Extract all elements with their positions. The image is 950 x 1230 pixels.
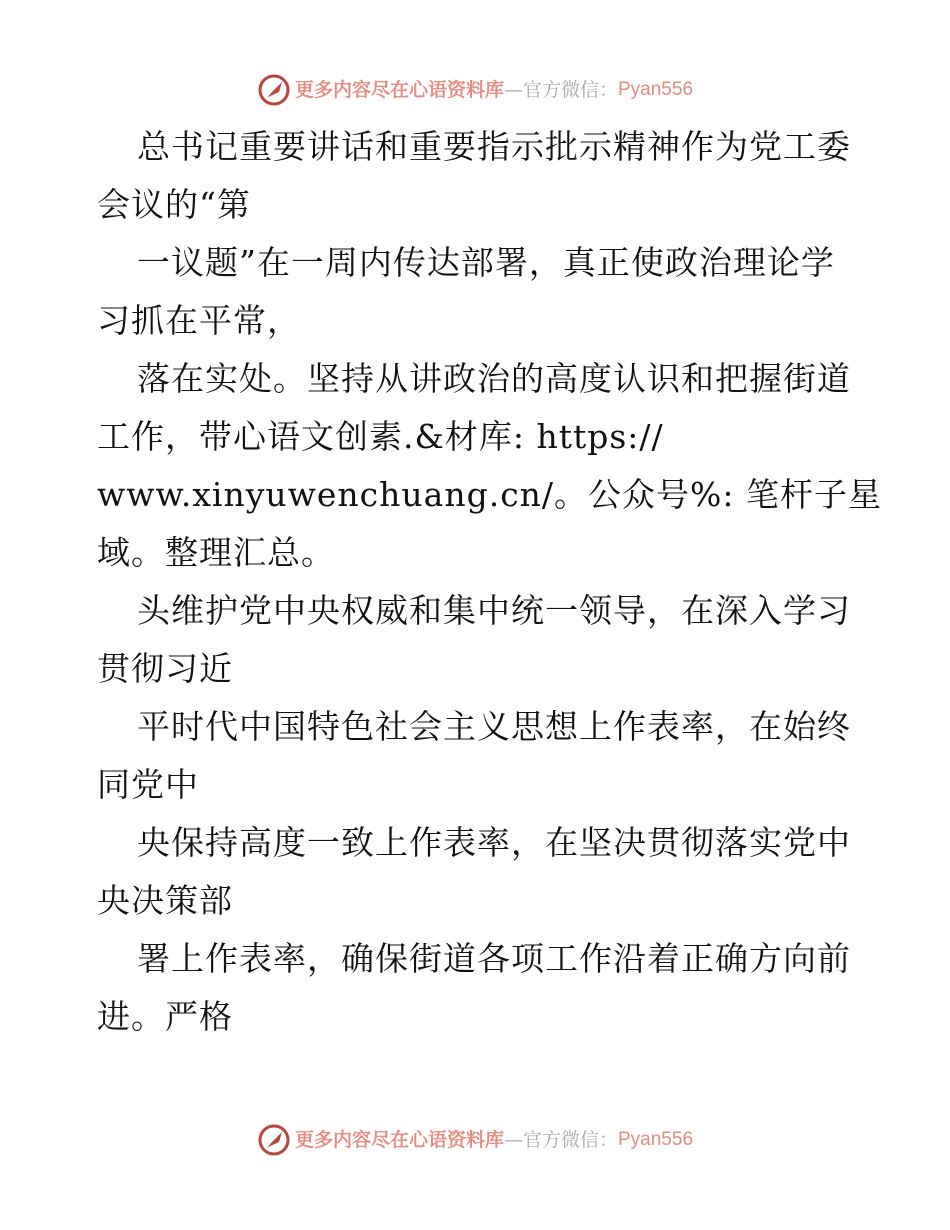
- text-line: 平时代中国特色社会主义思想上作表率，在始终: [137, 707, 851, 746]
- text-line: 会议的“第: [97, 185, 251, 224]
- header-banner: [0, 70, 950, 110]
- text-line: 习抓在平常，: [97, 301, 301, 340]
- text-line: 同党中: [97, 765, 199, 804]
- banner-sub-text: 官方微信：: [522, 1129, 618, 1151]
- text-line: 头维护党中央权威和集中统一领导，在深入学习: [137, 591, 851, 630]
- text-line: www.xinyuwenchuang.cn/。公众号%: 笔杆子星: [97, 475, 883, 514]
- text-line: 贯彻习近: [97, 649, 233, 688]
- text-line: 落在实处。坚持从讲政治的高度认识和把握街道: [137, 359, 851, 398]
- text-line: 央保持高度一致上作表率，在坚决贯彻落实党中: [137, 823, 851, 862]
- text-line: 进。严格: [97, 997, 233, 1036]
- quill-circle-logo-icon: [257, 1123, 291, 1157]
- quill-circle-logo-icon: [257, 73, 291, 107]
- banner-main-text: 更多内容尽在心语资料库: [294, 79, 504, 101]
- text-line: 工作，带心语文创素.&材库: https://: [97, 417, 664, 456]
- footer-banner: [0, 1120, 950, 1160]
- banner-account-id: Pyan556: [618, 79, 694, 100]
- banner-main-text: 更多内容尽在心语资料库: [294, 1129, 504, 1151]
- text-line: 一议题”在一周内传达部署，真正使政治理论学: [137, 243, 835, 282]
- banner-account-id: Pyan556: [618, 1129, 694, 1150]
- text-line: 央决策部: [97, 881, 233, 920]
- banner-sub-text: 官方微信：: [522, 79, 618, 101]
- banner-dash: —: [503, 79, 523, 101]
- banner-dash: —: [503, 1129, 523, 1151]
- text-line: 域。整理汇总。: [97, 533, 335, 572]
- text-line: 署上作表率，确保街道各项工作沿着正确方向前: [137, 939, 851, 978]
- document-body: [97, 118, 883, 1046]
- text-line: 总书记重要讲话和重要指示批示精神作为党工委: [137, 127, 851, 166]
